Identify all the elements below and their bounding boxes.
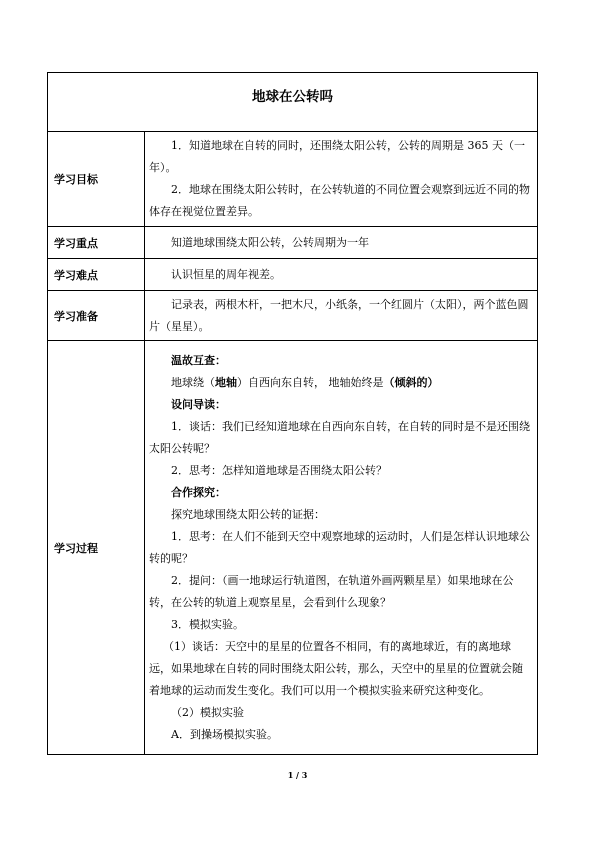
coop-item-1: 1．思考：在人们不能到天空中观察地球的运动时，人们是怎样认识地球公转的呢？ [149,529,530,565]
process-row [48,341,538,755]
page-title: 地球在公转吗 [252,89,333,105]
guide-heading: 设问导读： [171,397,226,411]
earth-axis-term: 地轴 [215,375,237,389]
review-heading: 温故互查： [171,353,226,367]
coop-intro: 探究地球围绕太阳公转的证据： [171,507,325,521]
goals-content [145,132,538,227]
process-label: 学习过程 [48,341,145,755]
sim-step-a: A．到操场模拟实验。 [171,727,278,741]
tilted-term: （倾斜的） [383,375,439,389]
goals-line-2: 2．地球在围绕太阳公转时，在公转轨道的不同位置会观察到远近不同的物体存在视觉位置差异。 [149,183,530,218]
process-content [145,341,538,755]
prep-label: 学习准备 [48,291,145,341]
focus-text: 知道地球围绕太阳公转，公转周期为一年 [171,235,369,249]
difficulty-text: 认识恒星的周年视差。 [171,267,281,281]
guide-item-1: 1．谈话：我们已经知道地球在自西向东自转，在自转的同时是不是还围绕太阳公转呢？ [149,419,530,455]
prep-text: 记录表，两根木杆，一把木尺，小纸条，一个红圆片（太阳），两个蓝色圆片（星星）。 [149,297,529,333]
goals-line-1: 1．知道地球在自转的同时，还围绕太阳公转，公转的周期是 365 天（一年）。 [149,139,525,174]
coop-item-3: 3．模拟实验。 [171,617,244,631]
sim-heading: （2）模拟实验 [171,705,244,719]
difficulty-row [48,259,538,291]
goals-label: 学习目标 [48,132,145,227]
goals-row [48,132,538,227]
coop-heading: 合作探究： [171,485,226,499]
talk-paragraph: （1）谈话：天空中的星星的位置各不相同，有的离地球近，有的离地球远，如果地球在自转的同时围绕太阳公转，那么，天空中的星星的位置就会随着地球的运动而发生变化。我们可以用一个模拟实验来研究这种变化。 [149,639,523,697]
review-text: 地球绕（地轴）自西向东自转， 地轴始终是（倾斜的） [171,375,439,389]
guide-item-2: 2．思考：怎样知道地球是否围绕太阳公转？ [171,463,387,477]
difficulty-label: 学习难点 [48,259,145,291]
title-row [48,73,538,132]
prep-row [48,291,538,341]
lesson-plan-table [47,72,538,755]
coop-item-2: 2．提问：（画一地球运行轨道图，在轨道外画两颗星星）如果地球在公转，在公转的轨道上观察星星，会看到什么现象？ [149,573,514,609]
page-number: 1 / 3 [287,770,308,780]
focus-row [48,227,538,259]
focus-label: 学习重点 [48,227,145,259]
